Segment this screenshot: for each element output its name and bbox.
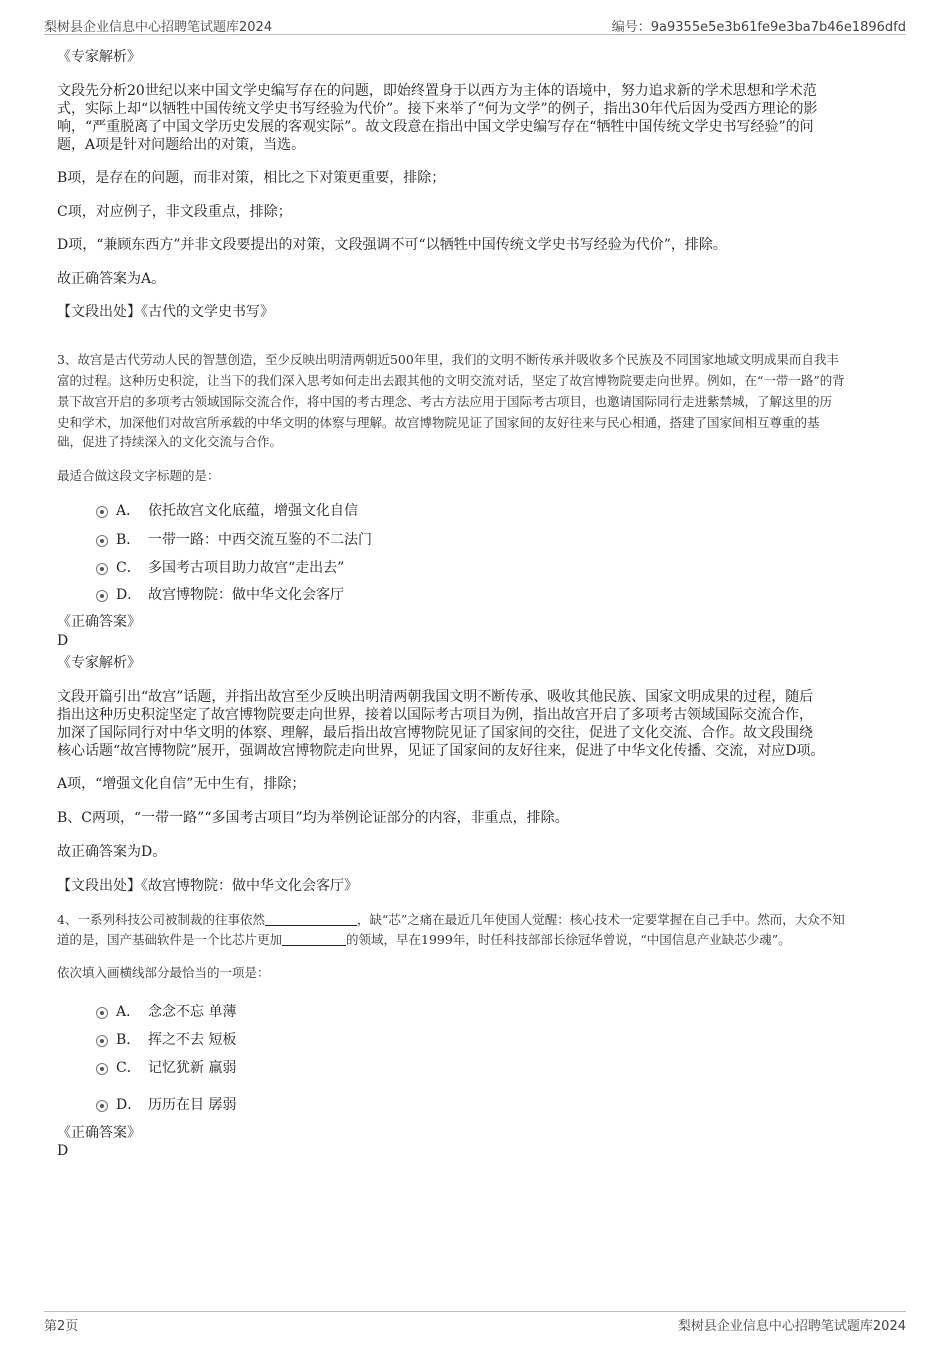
conclusion: 故正确答案为D。 xyxy=(57,844,167,860)
question-stem-line: 3、故宫是古代劳动人民的智慧创造，至少反映出明清两朝近500年里，我们的文明不断传承并吸收多个民族及不同国家地域文明成果而自我丰 xyxy=(57,352,839,367)
question-stem-line: 史和学术，加深他们对故宫所承载的中华文明的体察与理解。故宫博物院见证了国家间的友好往来与民心相通，搭建了国家间相互尊重的基 xyxy=(57,415,820,430)
source-note: 【文段出处】《古代的文学史书写》 xyxy=(57,304,274,320)
radio-icon[interactable] xyxy=(96,535,108,547)
header-code: 编号：9a9355e5e3b61fe9e3ba7b46e1896dfd xyxy=(611,20,906,35)
option-d[interactable]: D． 故宫博物院：做中华文化会客厅 xyxy=(96,584,344,604)
page-footer xyxy=(44,1311,906,1334)
question-stem-line: 景下故宫开启的多项考古领域国际交流合作，将中国的考古理念、考古方法应用于国际考古项目，也邀请国际同行走进紫禁城，了解这里的历 xyxy=(57,394,833,409)
option-b[interactable]: B． 一带一路：中西交流互鉴的不二法门 xyxy=(96,529,372,549)
answer-label: 《正确答案》 xyxy=(57,614,141,630)
question-stem-line: 4、一系列科技公司被制裁的往事依然 ，缺“芯”之痛在最近几年使国人觉醒：核心技术一定要掌握在自己手中。然而，大众不知 xyxy=(57,912,845,927)
option-a-note: A项，“增强文化自信”无中生有，排除； xyxy=(57,776,306,792)
radio-icon[interactable] xyxy=(96,1100,108,1112)
radio-icon[interactable] xyxy=(96,506,108,518)
analysis-line: 题，A项是针对问题给出的对策，当选。 xyxy=(57,137,306,153)
analysis-line: 文段先分析20世纪以来中国文学史编写存在的问题，即始终置身于以西方为主体的语境中，努力追求新的学术思想和学术范 xyxy=(57,83,817,99)
analysis-line: 核心话题“故宫博物院”展开，强调故宫博物院走向世界，见证了国家间的友好往来，促进了中华文化传播、交流，对应D项。 xyxy=(57,743,825,759)
radio-icon[interactable] xyxy=(96,563,108,575)
option-a[interactable]: A． 念念不忘 单薄 xyxy=(96,1001,236,1021)
option-c-note: C项，对应例子，非文段重点，排除； xyxy=(57,204,292,220)
analysis-line: 式，实际上却“以牺牲中国传统文学史书写经验为代价”。接下来举了“何为文学”的例子，指出30年代后因为受西方理论的影 xyxy=(57,101,818,117)
analysis-label: 《专家解析》 xyxy=(57,655,141,671)
option-d[interactable]: D． 历历在目 孱弱 xyxy=(96,1094,236,1114)
option-b[interactable]: B． 挥之不去 短板 xyxy=(96,1029,236,1049)
analysis-line: 文段开篇引出“故宫”话题，并指出故宫至少反映出明清两朝我国文明不断传承、吸收其他民族、国家文明成果的过程，随后 xyxy=(57,689,814,705)
analysis-line: 加深了国际同行对中华文明的体察、理解，最后指出故宫博物院见证了国家间的交往，促进了文化交流、合作。故文段围绕 xyxy=(57,725,813,741)
question-stem-line: 础，促进了持续深入的文化交流与合作。 xyxy=(57,434,283,449)
option-bc-note: B、C两项，“一带一路”“多国考古项目”均为举例论证部分的内容，非重点，排除。 xyxy=(57,810,569,826)
header-title: 梨树县企业信息中心招聘笔试题库2024 xyxy=(44,20,273,35)
analysis-line: 响，“严重脱离了中国文学历史发展的客观实际”。故文段意在指出中国文学史编写存在“牺牲中国传统文学史书写经验”的问 xyxy=(57,119,814,135)
question-stem-line: 富的过程。这种历史积淀，让当下的我们深入思考如何走出去跟其他的文明交流对话，坚定了故宫博物院要走向世界。例如，在“一带一路”的背 xyxy=(57,373,845,388)
fill-blank-2[interactable] xyxy=(282,933,346,946)
answer-value: D xyxy=(57,1143,69,1159)
fill-blank-1[interactable] xyxy=(265,913,357,926)
question-stem-line: 道的是，国产基础软件是一个比芯片更加 的领域，早在1999年，时任科技部部长徐冠华曾说，“中国信息产业缺芯少魂”。 xyxy=(57,932,791,947)
page-header xyxy=(44,14,906,35)
question-prompt: 依次填入画横线部分最恰当的一项是： xyxy=(57,965,270,980)
option-c[interactable]: C． 记忆犹新 羸弱 xyxy=(96,1057,236,1077)
option-a[interactable]: A． 依托故宫文化底蕴，增强文化自信 xyxy=(96,500,358,520)
option-b-note: B项，是存在的问题，而非对策，相比之下对策更重要，排除； xyxy=(57,170,446,186)
answer-value: D xyxy=(57,633,69,649)
page-number: 第2页 xyxy=(44,1319,79,1334)
radio-icon[interactable] xyxy=(96,1035,108,1047)
answer-label: 《正确答案》 xyxy=(57,1125,141,1141)
question-prompt: 最适合做这段文字标题的是： xyxy=(57,468,220,483)
footer-title: 梨树县企业信息中心招聘笔试题库2024 xyxy=(677,1319,906,1334)
option-c[interactable]: C． 多国考古项目助力故宫“走出去” xyxy=(96,557,344,577)
source-note: 【文段出处】《故宫博物院：做中华文化会客厅》 xyxy=(57,878,358,894)
analysis-label: 《专家解析》 xyxy=(57,49,141,65)
option-d-note: D项，“兼顾东西方”并非文段要提出的对策，文段强调不可“以牺牲中国传统文学史书写经验为代价”，排除。 xyxy=(57,237,727,253)
radio-icon[interactable] xyxy=(96,590,108,602)
analysis-line: 指出这种历史积淀坚定了故宫博物院要走向世界，接着以国际考古项目为例，指出故宫开启了多项考古领域国际交流合作， xyxy=(57,707,813,723)
radio-icon[interactable] xyxy=(96,1007,108,1019)
conclusion: 故正确答案为A。 xyxy=(57,271,166,287)
radio-icon[interactable] xyxy=(96,1063,108,1075)
